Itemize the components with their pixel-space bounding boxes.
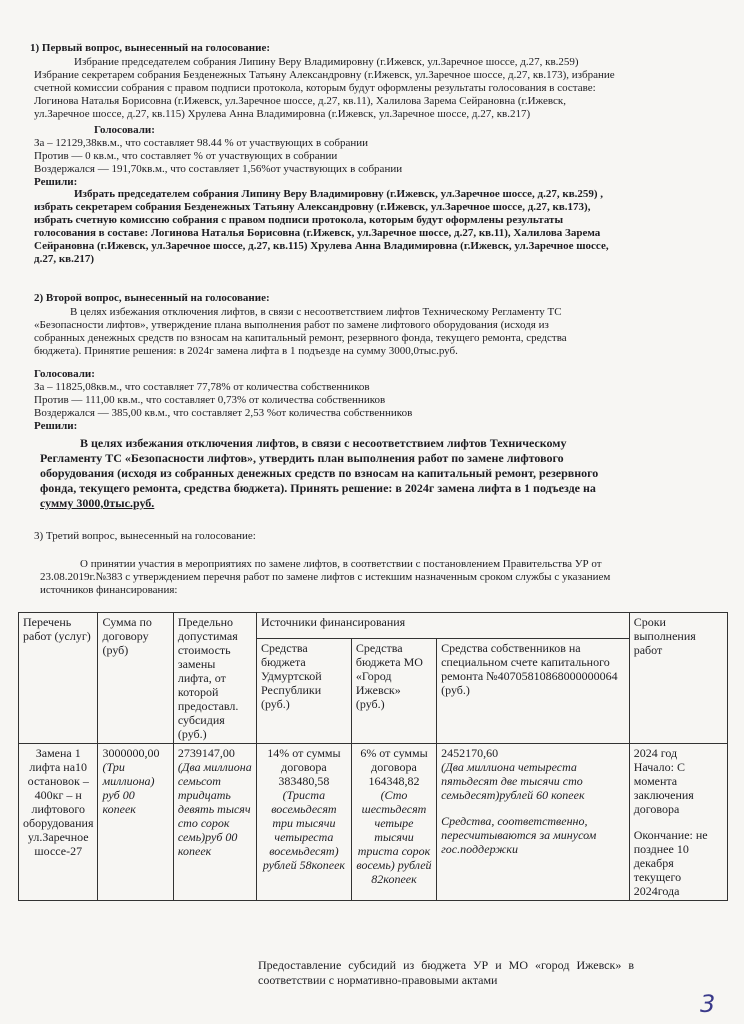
q1-vote-abstain: Воздержался — 191,70кв.м., что составляет 1,56%от участвующих в собрании: [34, 163, 403, 175]
mo-words: (Сто шестьдесят четыре тысячи триста сорок восемь) рублей 82копеек: [356, 788, 432, 886]
q1-title: 1) Первый вопрос, вынесенный на голосование:: [30, 42, 271, 54]
q1-decision-line: Избрать председателем собрания Липину Веру Владимировну (г.Ижевск, ул.Заречное шоссе, д.27, кв.259) ,: [74, 188, 604, 200]
owners-note: Средства, соответственно, пересчитываются за минусом гос.поддержки: [441, 814, 597, 856]
header-sum: Сумма по договору (руб): [98, 613, 173, 744]
cell-budget-ur: [256, 744, 351, 901]
page-number: 3: [700, 990, 716, 1018]
sum-value: 3000000,00: [102, 746, 160, 760]
q2-votes: [34, 368, 718, 433]
header-budget-mo: Средства бюджета МО «Город Ижевск» (руб.): [351, 639, 436, 744]
limit-words: (Два миллиона семьсот тридцать девять тысяч сто сорок семь)руб 00 копеек: [177, 760, 252, 858]
ur-percent: 14% от суммы договора: [267, 746, 341, 774]
cell-limit: [173, 744, 256, 901]
q2-decision-line: фонда, текущего ремонта, средства бюджета). Принять решение: в 2024г замена лифта в 1 подъезде на: [40, 481, 596, 495]
cell-sum: [98, 744, 173, 901]
cell-deadline: [629, 744, 727, 901]
q2-text-line: собранных денежных средств по взносам на капитальный ремонт, резервного фонда, текущего ремонта, средства: [34, 332, 567, 344]
cell-owners: [437, 744, 630, 901]
q2-vote-against: Против — 111,00 кв.м., что составляет 0,73% от количества собственников: [34, 394, 386, 406]
q1-text-line: ул.Заречное шоссе, д.27, кв.115) Хрулева Анна Владимировна (г.Ижевск, ул.Заречное шоссе, д.27, кв.217): [34, 108, 531, 120]
q1-text-line: счетной комиссии собрания с правом подписи протокола, которым будут оформлены результаты голосования в составе:: [34, 82, 596, 94]
ur-value: 383480,58: [278, 774, 330, 788]
table-row: [19, 744, 728, 901]
q3-text-line: О принятии участия в мероприятиях по замене лифтов, в соответствии с постановлением Правительства УР от: [80, 558, 602, 570]
financing-table: [18, 612, 728, 901]
q3-text-line: 23.08.2019г.№383 с утверждением перечня работ по замене лифтов с истекшим назначенным сроком службы с указанием: [40, 571, 611, 583]
q2-text-line: «Безопасности лифтов», утверждение плана выполнения работ по замене лифтового оборудования (исходя из: [34, 319, 549, 331]
header-owners: Средства собственников на специальном счете капитального ремонта №40705810868000000064 (руб.): [437, 639, 630, 744]
q2-vote-for: За – 11825,08кв.м., что составляет 77,78% от количества собственников: [34, 381, 370, 393]
q1-vote-against: Против — 0 кв.м., что составляет % от участвующих в собрании: [34, 150, 338, 162]
mo-value: 164348,82: [368, 774, 420, 788]
q1-decision-line: избрать счетную комиссию собрания с правом подписи протокола, которым будут оформлены результаты: [34, 214, 564, 226]
footer-subsidy-note: Предоставление субсидий из бюджета УР и МО «город Ижевск» в соответствии с нормативно-правовыми актами: [258, 958, 634, 987]
header-limit: Предельно допустимая стоимость замены лифта, от которой предоставл. субсидия (руб.): [173, 613, 256, 744]
limit-value: 2739147,00: [177, 746, 235, 760]
header-budget-ur: Средства бюджета Удмуртской Республики (руб.): [256, 639, 351, 744]
q1-text: [34, 56, 718, 121]
q2-text-line: бюджета). Принятие решения: в 2024г замена лифта в 1 подъезде на сумму 3000,0тыс.руб.: [34, 345, 458, 357]
header-sources: Источники финансирования: [256, 613, 629, 639]
owners-value: 2452170,60: [441, 746, 499, 760]
cell-budget-mo: [351, 744, 436, 901]
q2-text: [34, 306, 724, 358]
q2-decision-line: Регламенту ТС «Безопасности лифтов», утвердить план выполнения работ по замене лифтового: [40, 451, 564, 465]
q2-title: 2) Второй вопрос, вынесенный на голосование:: [34, 292, 270, 304]
q1-voted-label: Голосовали:: [94, 124, 155, 136]
q2-decision-line: В целях избежания отключения лифтов, в связи с несоответствием лифтов Техническому: [80, 436, 567, 450]
q1-decision-line: избрать секретарем собрания Безденежных Татьяну Александровну (г.Ижевск, ул.Заречное шоссе, д.27, кв.173),: [34, 201, 591, 213]
table-header-row: [19, 613, 728, 639]
q1-votes: [34, 124, 718, 189]
cell-works: Замена 1 лифта на10 остановок – 400кг – н лифтового оборудования ул.Заречное шоссе-27: [19, 744, 98, 901]
q2-decided-label: Решили:: [34, 420, 78, 432]
q1-decision-line: д.27, кв.217): [34, 253, 95, 265]
q1-decision: [34, 188, 718, 266]
deadline-year: 2024 год: [633, 746, 678, 760]
ur-words: (Триста восемьдесят три тысячи четыреста восемьдесят) рублей 58копеек: [262, 788, 346, 872]
q2-decision-line: оборудования (исходя из собранных денежных средств по взносам на капитальный ремонт, резервного: [40, 466, 599, 480]
q1-text-line: Избрание секретарем собрания Безденежных Татьяну Александровну (г.Ижевск, ул.Заречное шоссе, д.27, кв.173), избрание: [34, 69, 615, 81]
mo-percent: 6% от суммы договора: [360, 746, 428, 774]
q1-vote-for: За – 12129,38кв.м., что составляет 98.44 % от участвующих в собрании: [34, 137, 369, 149]
sum-words: (Три миллиона) руб 00 копеек: [102, 760, 155, 816]
q2-decision: [40, 436, 724, 511]
q2-decision-line: сумму 3000,0тыс.руб.: [40, 496, 155, 510]
q3-title: 3) Третий вопрос, вынесенный на голосование:: [34, 530, 256, 542]
q3-text-line: источников финансирования:: [40, 584, 178, 596]
owners-words: (Два миллиона четыреста пятьдесят две тысячи сто семьдесят)рублей 60 копеек: [441, 760, 585, 802]
header-deadline: Сроки выполнения работ: [629, 613, 727, 744]
q1-decision-line: Сейрановна (г.Ижевск, ул.Заречное шоссе, д.27, кв.115) Хрулева Анна Владимировна (г.Ижевск, ул.Заречное шоссе,: [34, 240, 609, 252]
q2-text-line: В целях избежания отключения лифтов, в связи с несоответствием лифтов Техническому Регламенту ТС: [70, 306, 562, 318]
q1-decision-line: голосования в составе: Логинова Наталья Борисовна (г.Ижевск, ул.Заречное шоссе, д.27, кв.11), Халилова Зарема: [34, 227, 601, 239]
deadline-start: Начало: С момента заключения договора: [633, 760, 694, 816]
q3-text: [40, 558, 730, 597]
q2-vote-abstain: Воздержался — 385,00 кв.м., что составляет 2,53 %от количества собственников: [34, 407, 413, 419]
q1-text-line: Избрание председателем собрания Липину Веру Владимировну (г.Ижевск, ул.Заречное шоссе, д.27, кв.259): [74, 56, 579, 68]
header-works: Перечень работ (услуг): [19, 613, 98, 744]
q2-voted-label: Голосовали:: [34, 368, 95, 380]
q1-decided-label: Решили:: [34, 176, 78, 188]
deadline-end: Окончание: не позднее 10 декабря текущего 2024года: [633, 828, 708, 898]
q1-text-line: Логинова Наталья Борисовна (г.Ижевск, ул.Заречное шоссе, д.27, кв.11), Халилова Зарема Сейрановна (г.Ижевск,: [34, 95, 566, 107]
